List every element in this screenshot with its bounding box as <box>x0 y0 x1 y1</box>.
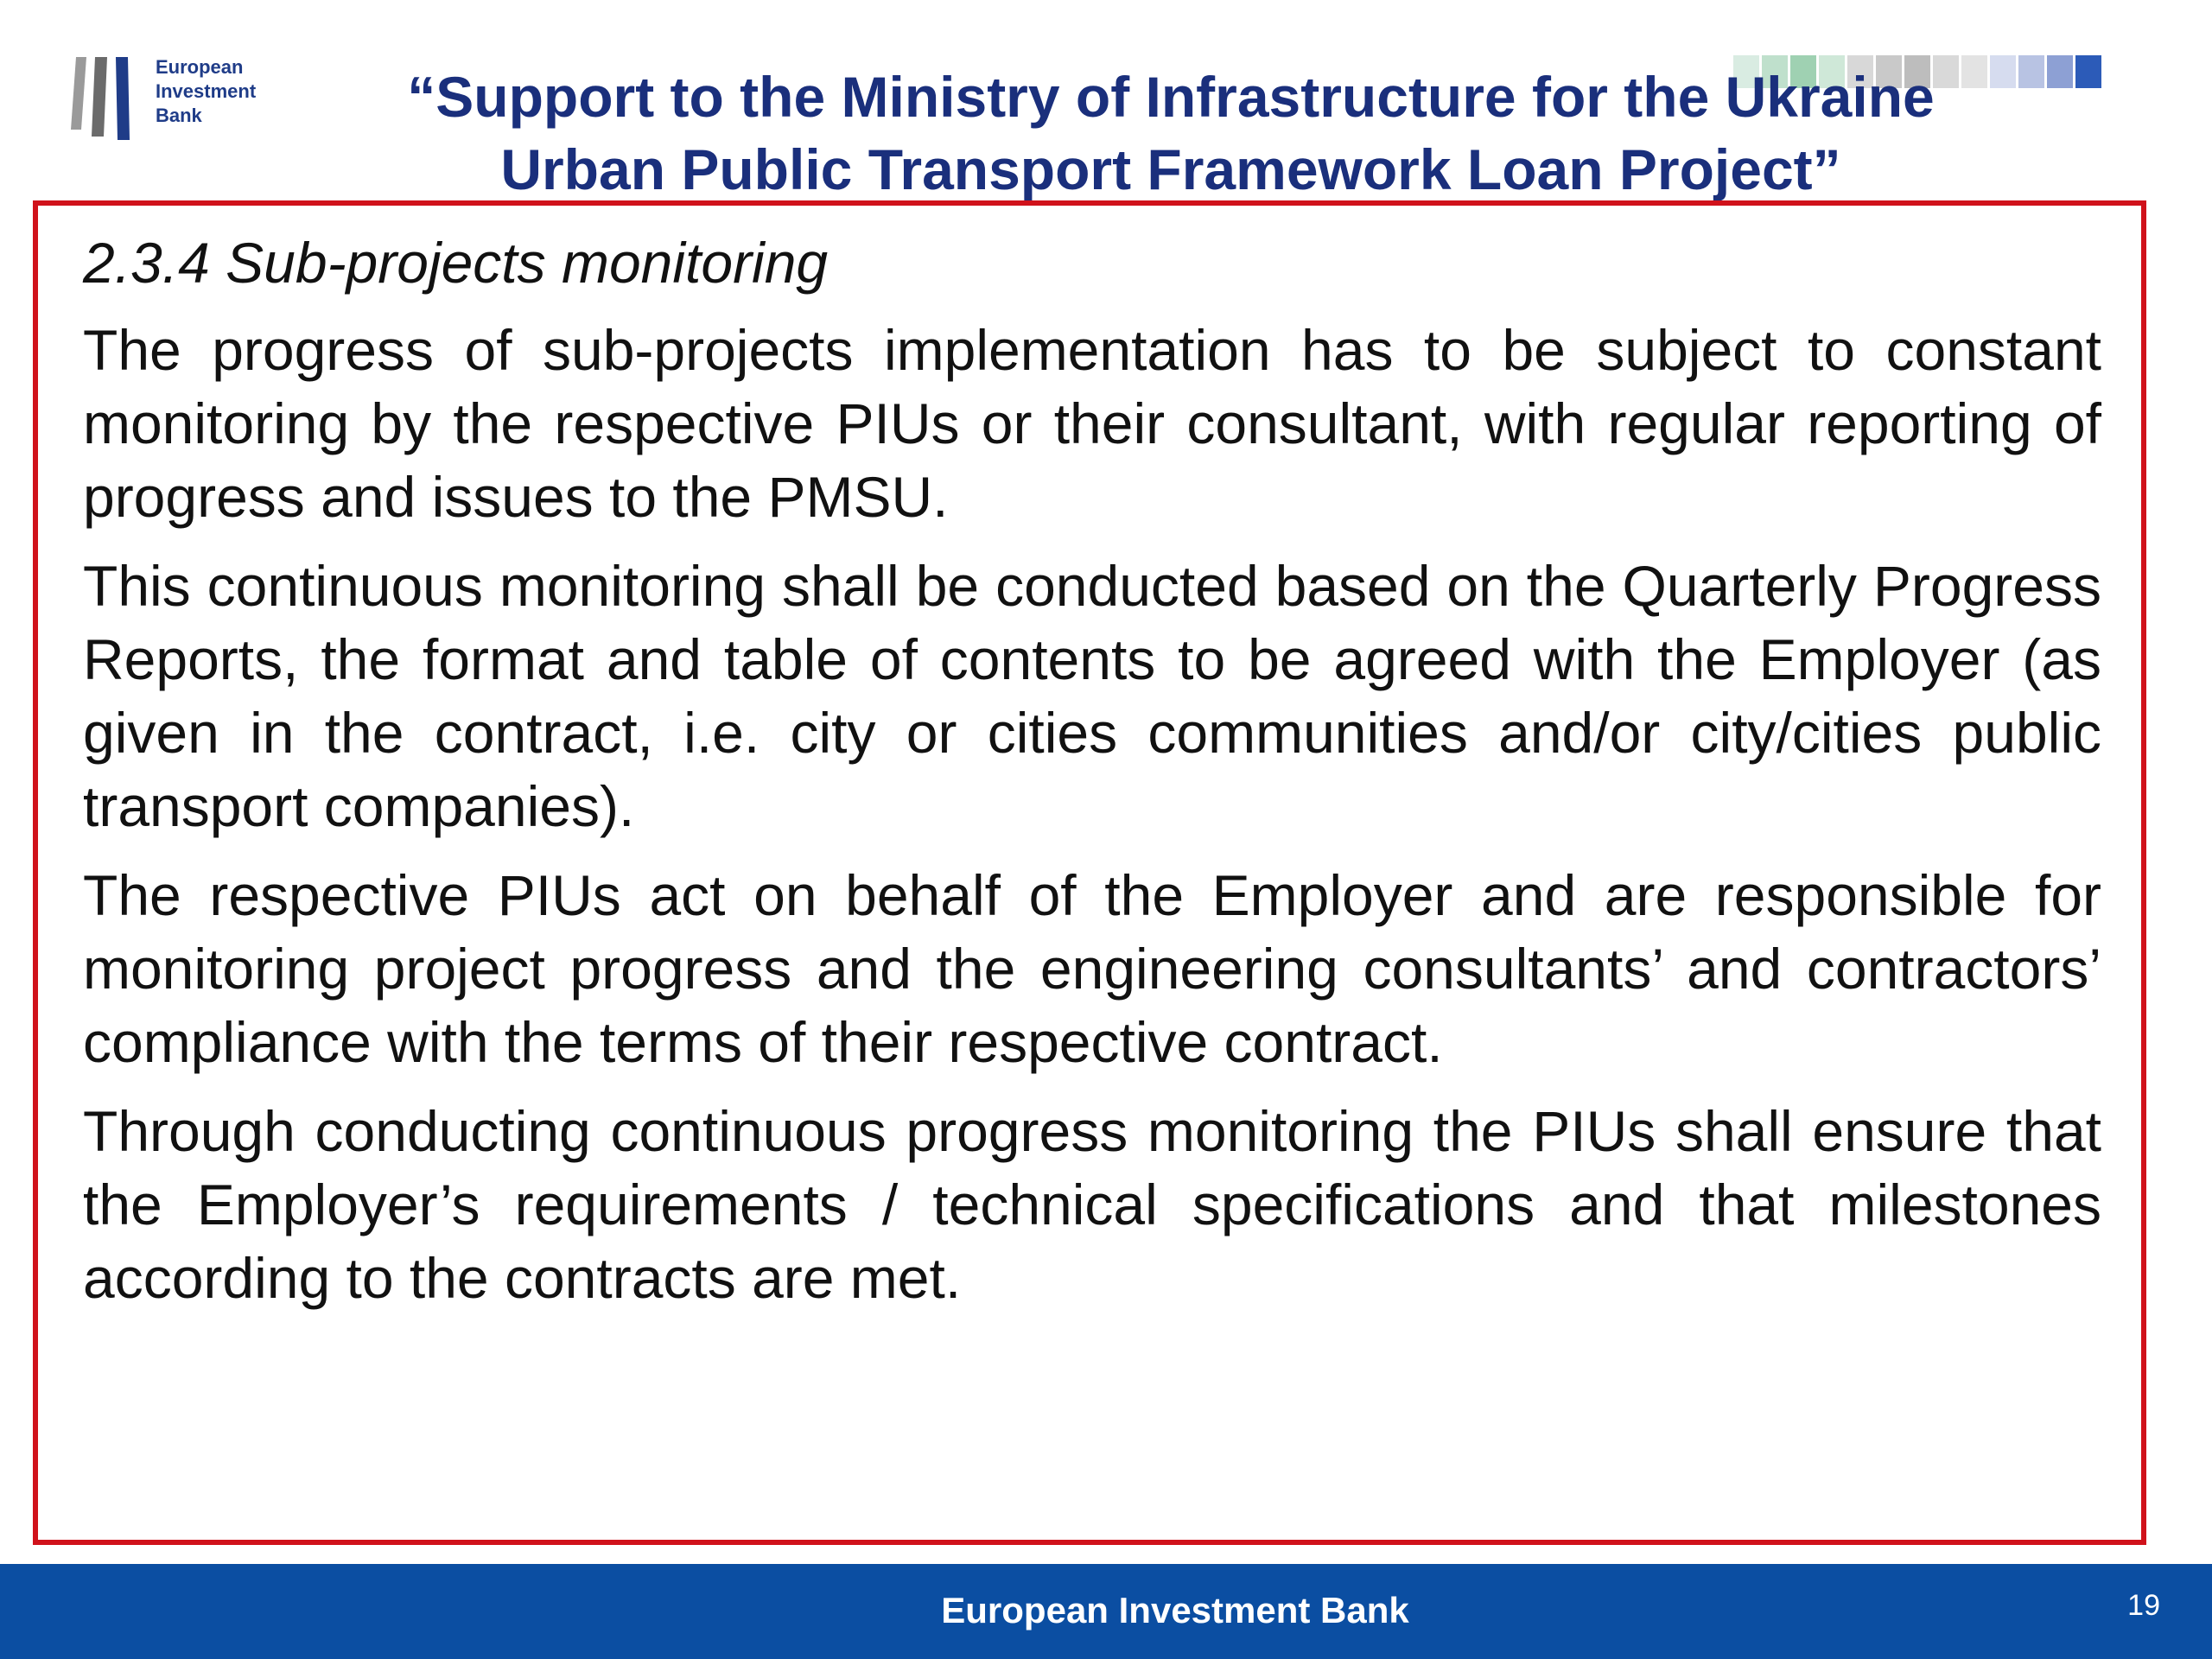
paragraph: Through conducting continuous progress monitoring the PIUs shall ensure that the Employer’s requirements / technical specifications and that milestones according to the contracts are met. <box>83 1099 2101 1310</box>
eib-logo-icon <box>69 54 138 143</box>
content-body <box>83 226 2101 1331</box>
slide-title-line-2: Urban Public Transport Framework Loan Project” <box>500 137 1841 201</box>
footer-bar <box>0 1564 2212 1659</box>
slide-title <box>285 60 2056 206</box>
logo-line-2: Investment <box>156 80 257 102</box>
content-frame <box>33 200 2146 1545</box>
logo-wordmark <box>156 55 256 128</box>
paragraph: The respective PIUs act on behalf of the Employer and are responsible for monitoring project progress and the engineering consultants’ and contractors’ compliance with the terms of their respective contract. <box>83 863 2101 1074</box>
paragraph: The progress of sub-projects implementation has to be subject to constant monitoring by the respective PIUs or their consultant, with regular reporting of progress and issues to the PMSU. <box>83 318 2101 529</box>
slide-title-line-1: “Support to the Ministry of Infrastructure for the Ukraine <box>407 65 1935 129</box>
eib-logo <box>69 54 276 143</box>
page-number: 19 <box>2127 1589 2160 1622</box>
logo-line-3: Bank <box>156 105 202 126</box>
logo-line-1: European <box>156 56 244 78</box>
footer-title: European Investment Bank <box>941 1590 1409 1630</box>
paragraph: This continuous monitoring shall be conducted based on the Quarterly Progress Reports, the format and table of contents to be agreed with the Employer (as given in the contract, i.e. city or cities communities and/or city/cities public transport companies). <box>83 554 2101 838</box>
section-subheading: 2.3.4 Sub-projects monitoring <box>83 231 829 295</box>
decorative-square <box>2075 55 2101 88</box>
